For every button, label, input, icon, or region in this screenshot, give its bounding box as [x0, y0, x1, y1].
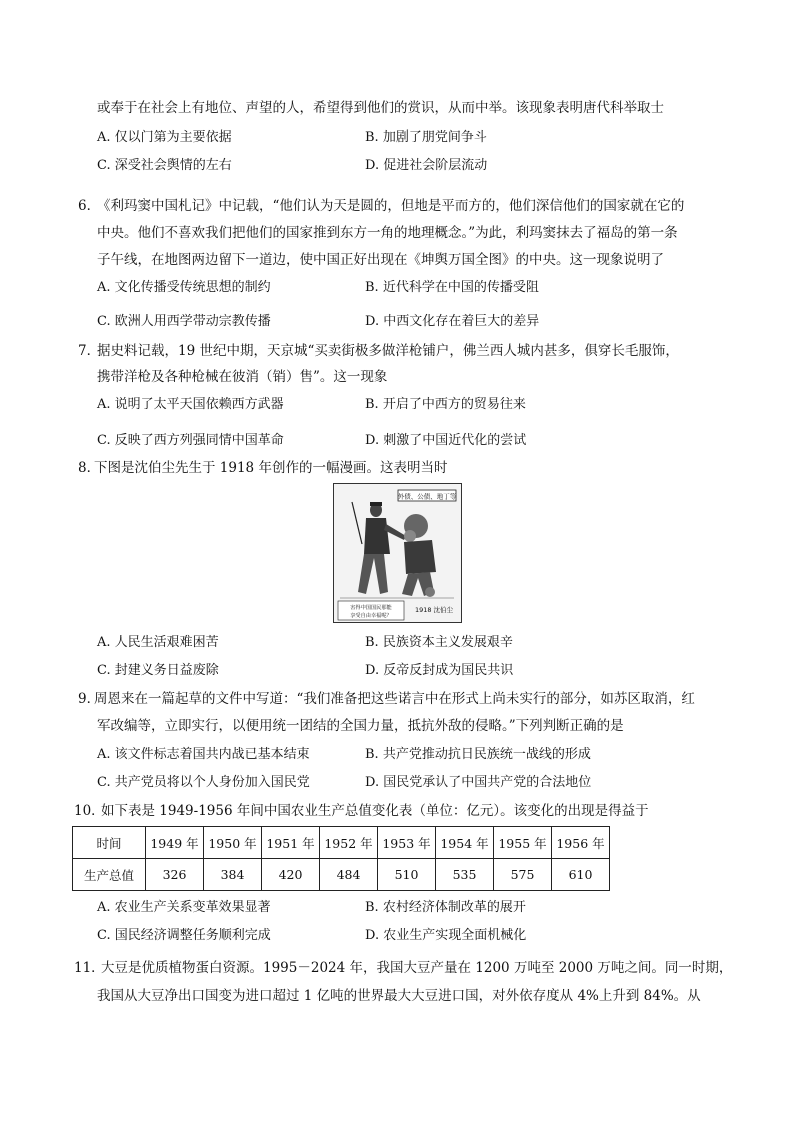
- option-c[interactable]: C. 反映了西方列强同情中国革命: [97, 433, 284, 448]
- option-b[interactable]: B. 共产党推动抗日民族统一战线的形成: [365, 747, 591, 762]
- cartoon-image: [333, 483, 462, 623]
- question-10-stem: 如下表是 1949-1956 年间中国农业生产总值变化表（单位：亿元）。该变化的出现是得益于: [101, 803, 649, 819]
- table-value-cell: 484: [320, 859, 378, 891]
- option-a[interactable]: A. 仅以门第为主要依据: [97, 130, 232, 145]
- question-5-stem: 或奉于在社会上有地位、声望的人，希望得到他们的赏识，从而中举。该现象表明唐代科举取士: [97, 100, 664, 116]
- question-11-stem-line2: 我国从大豆净出口国变为进口超过 1 亿吨的世界最大大豆进口国，对外依存度从 4%上升到 84%。从: [97, 988, 701, 1004]
- table-year-cell: 1956 年: [552, 827, 610, 859]
- option-a[interactable]: A. 文化传播受传统思想的制约: [97, 280, 271, 295]
- option-b[interactable]: B. 开启了中西方的贸易往来: [365, 397, 526, 412]
- option-c[interactable]: C. 欧洲人用西学带动宗教传播: [97, 314, 271, 329]
- table-year-cell: 1955 年: [494, 827, 552, 859]
- cartoon-drawing: [334, 484, 461, 622]
- option-c[interactable]: C. 封建义务日益废除: [97, 663, 219, 678]
- cartoon-caption-line2: 享受自由幸福呢？: [350, 613, 392, 619]
- option-a[interactable]: A. 农业生产关系变革效果显著: [97, 900, 271, 915]
- table-year-cell: 1950 年: [204, 827, 262, 859]
- question-8-stem: 下图是沈伯尘先生于 1918 年创作的一幅漫画。这表明当时: [94, 460, 448, 476]
- option-b[interactable]: B. 农村经济体制改革的展开: [365, 900, 526, 915]
- cartoon-caption-line1: 害得中国国民那能: [350, 605, 392, 611]
- option-a[interactable]: A. 说明了太平天国依赖西方武器: [97, 397, 284, 412]
- table-year-cell: 1953 年: [378, 827, 436, 859]
- question-6-stem-line3: 子午线，在地图两边留下一道边，使中国正好出现在《坤舆万国全图》的中央。这一现象说明了: [97, 252, 664, 268]
- question-6-stem-line1: 《利玛窦中国札记》中记载，“他们认为天是圆的，但地是平而方的，他们深信他们的国家就在它的: [97, 198, 685, 214]
- cartoon-signature: 1918 沈伯尘: [414, 606, 454, 614]
- question-11-stem-line1: 大豆是优质植物蛋白资源。1995－2024 年，我国大豆产量在 1200 万吨至 2000 万吨之间。同一时期，: [101, 960, 733, 976]
- table-row: [73, 859, 610, 891]
- option-a[interactable]: A. 该文件标志着国共内战已基本结束: [97, 747, 310, 762]
- table-value-cell: 326: [146, 859, 204, 891]
- question-number: 10．: [74, 803, 105, 819]
- table-row: [73, 827, 610, 859]
- table-value-cell: 575: [494, 859, 552, 891]
- question-number: 6．: [78, 198, 101, 214]
- option-d[interactable]: D. 农业生产实现全面机械化: [365, 928, 527, 943]
- option-b[interactable]: B. 民族资本主义发展艰辛: [365, 635, 513, 650]
- table-value-cell: 610: [552, 859, 610, 891]
- question-7-stem-line1: 据史料记载，19 世纪中期，天京城“买卖街极多做洋枪铺户，佛兰西人城内甚多，俱穿长毛服饰，: [97, 343, 679, 359]
- question-number: 7．: [78, 343, 101, 359]
- table-value-cell: 510: [378, 859, 436, 891]
- option-d[interactable]: D. 促进社会阶层流动: [365, 158, 488, 173]
- table-header-cell: 生产总值: [73, 859, 146, 891]
- question-number: 8．: [78, 460, 101, 476]
- question-9-stem-line2: 军改编等，立即实行，以便用统一团结的全国力量，抵抗外敌的侵略。”下列判断正确的是: [97, 718, 624, 734]
- table-value-cell: 535: [436, 859, 494, 891]
- table-year-cell: 1949 年: [146, 827, 204, 859]
- option-d[interactable]: D. 刺激了中国近代化的尝试: [365, 433, 527, 448]
- option-d[interactable]: D. 国民党承认了中国共产党的合法地位: [365, 775, 592, 790]
- question-6-stem-line2: 中央。他们不喜欢我们把他们的国家推到东方一角的地理概念。”为此，利玛窦抹去了福岛的第一条: [97, 225, 678, 241]
- table-year-cell: 1952 年: [320, 827, 378, 859]
- question-number: 9．: [78, 691, 101, 707]
- option-b[interactable]: B. 近代科学在中国的传播受阻: [365, 280, 539, 295]
- option-a[interactable]: A. 人民生活艰难困苦: [97, 635, 219, 650]
- table-year-cell: 1951 年: [262, 827, 320, 859]
- option-d[interactable]: D. 中西文化存在着巨大的差异: [365, 314, 540, 329]
- output-value-table: [72, 826, 610, 891]
- question-number: 11．: [74, 960, 105, 976]
- option-c[interactable]: C. 国民经济调整任务顺利完成: [97, 928, 271, 943]
- option-b[interactable]: B. 加剧了朋党间争斗: [365, 130, 487, 145]
- question-7-stem-line2: 携带洋枪及各种枪械在彼消（销）售”。这一现象: [97, 369, 388, 385]
- table-value-cell: 420: [262, 859, 320, 891]
- question-9-stem-line1: 周恩来在一篇起草的文件中写道：“我们准备把这些诺言中在形式上尚未实行的部分，如苏区取消，红: [94, 691, 695, 707]
- table-header-cell: 时间: [73, 827, 146, 859]
- option-c[interactable]: C. 深受社会舆情的左右: [97, 158, 232, 173]
- cartoon-banner-text: 外债、公债、地丁等: [397, 492, 457, 501]
- table-value-cell: 384: [204, 859, 262, 891]
- option-c[interactable]: C. 共产党员将以个人身份加入国民党: [97, 775, 310, 790]
- option-d[interactable]: D. 反帝反封成为国民共识: [365, 663, 514, 678]
- table-year-cell: 1954 年: [436, 827, 494, 859]
